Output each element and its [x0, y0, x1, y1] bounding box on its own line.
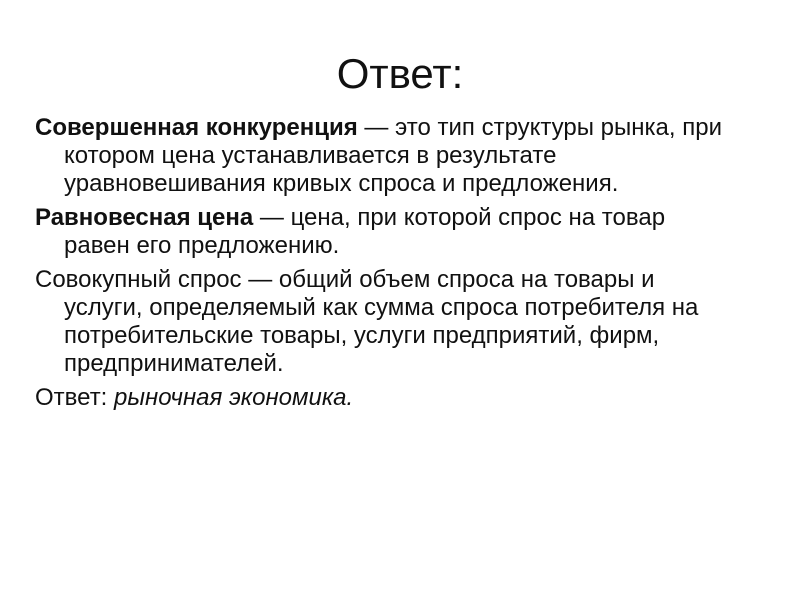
definition-equilibrium-price: [35, 204, 735, 260]
answer-value: рыночная экономика.: [114, 384, 354, 411]
definition-perfect-competition-text: — это тип структуры рынка, при котором цена устанавливается в результате уравновешивания кривых спроса и предложения.: [64, 114, 722, 197]
answer-label: Ответ:: [35, 384, 115, 411]
slide-title: Ответ:: [336, 50, 464, 97]
definition-equilibrium-price-text: — цена, при которой спрос на товар равен его предложению.: [64, 204, 666, 259]
term-perfect-competition: Совершенная конкуренция: [35, 114, 358, 141]
term-equilibrium-price: Равновесная цена: [35, 204, 254, 231]
slide-content: [35, 114, 735, 418]
answer-line: [35, 384, 735, 412]
definition-perfect-competition: [35, 114, 735, 198]
definition-aggregate-demand: Совокупный спрос — общий объем спроса на товары и услуги, определяемый как сумма спроса потребителя на потребительские товары, услуги предприятий, фирм, предпринимателей.: [35, 266, 699, 377]
